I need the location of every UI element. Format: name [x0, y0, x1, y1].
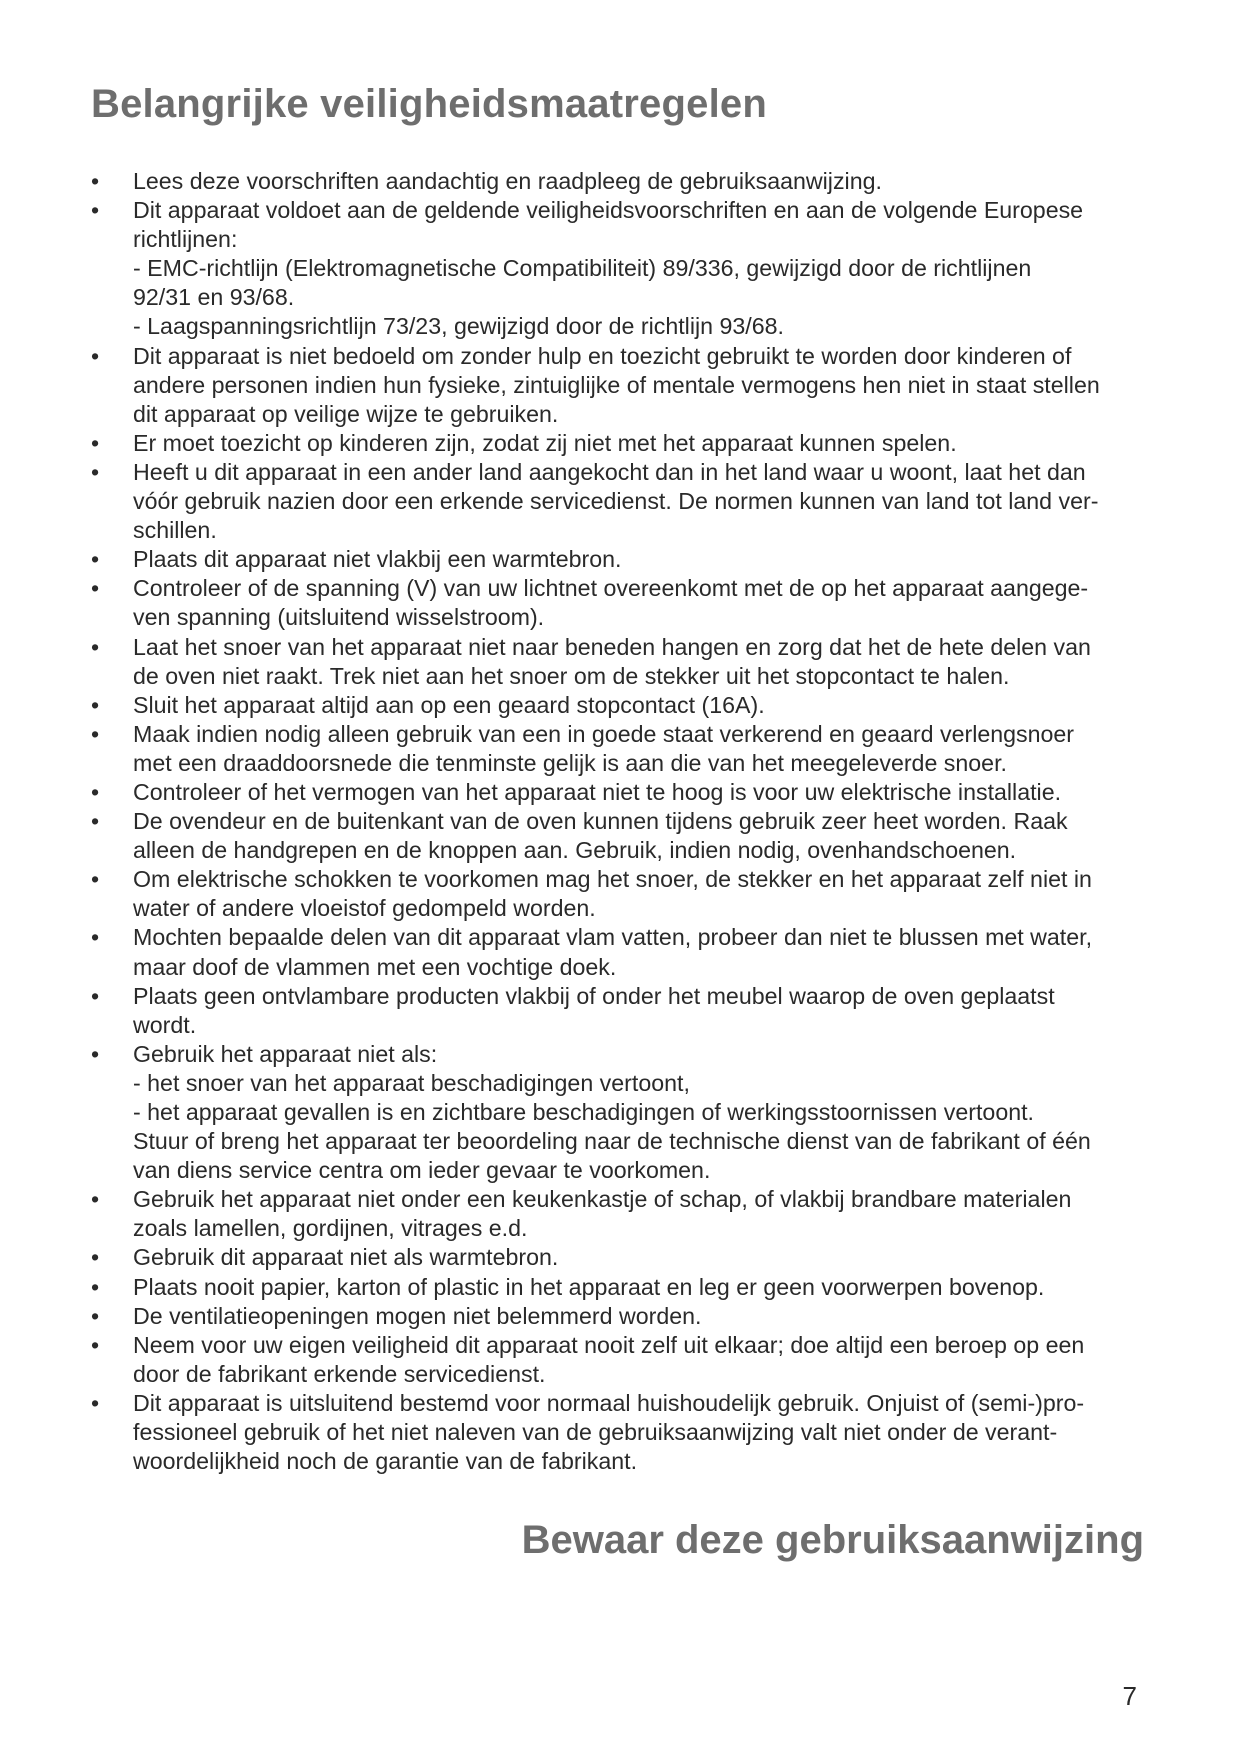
safety-item-line: door de fabrikant erkende servicedienst. [133, 1360, 546, 1387]
safety-item [91, 458, 1145, 545]
safety-item-line: • Lees deze voorschriften aandachtig en raadpleeg de gebruiksaanwijzing. [133, 168, 882, 194]
safety-item [91, 1273, 1145, 1302]
page-number: 7 [1122, 1681, 1137, 1711]
safety-item [91, 342, 1145, 429]
safety-item-line: maar doof de vlammen met een vochtige doek. [133, 953, 617, 980]
safety-item-line: zoals lamellen, gordijnen, vitrages e.d. [133, 1215, 528, 1242]
safety-item-line: andere personen indien hun fysieke, zintuiglijke of mentale vermogens hen niet in staat stellen [133, 371, 1100, 398]
safety-item-line: • Gebruik het apparaat niet als: [133, 1040, 438, 1067]
safety-item [91, 923, 1145, 981]
safety-item-line: woordelijkheid noch de garantie van de fabrikant. [133, 1448, 638, 1475]
safety-item-subline: van diens service centra om ieder gevaar te voorkomen. [133, 1157, 711, 1184]
safety-item [91, 1331, 1145, 1389]
safety-item-line: ven spanning (uitsluitend wisselstroom). [133, 604, 545, 631]
safety-item-line: dit apparaat op veilige wijze te gebruiken. [133, 400, 559, 427]
safety-instructions-list [91, 167, 1145, 1476]
safety-item-line: wordt. [133, 1011, 197, 1038]
safety-item [91, 1389, 1145, 1476]
safety-item [91, 196, 1145, 341]
safety-item [91, 865, 1145, 923]
safety-item-line: • Plaats dit apparaat niet vlakbij een warmtebron. [133, 546, 622, 573]
safety-item-line: vóór gebruik nazien door een erkende servicedienst. De normen kunnen van land tot land ver- [133, 488, 1099, 515]
safety-item-line: • Heeft u dit apparaat in een ander land aangekocht dan in het land waar u woont, laat het dan [133, 458, 1086, 485]
safety-item-line: de oven niet raakt. Trek niet aan het snoer om de stekker uit het stopcontact te halen. [133, 662, 1010, 689]
footer-title: Bewaar deze gebruiksaanwijzing [521, 1518, 1144, 1562]
safety-item [91, 167, 1145, 196]
safety-item-subline: 92/31 en 93/68. [133, 284, 295, 311]
safety-item-line: alleen de handgrepen en de knoppen aan. Gebruik, indien nodig, ovenhandschoenen. [133, 837, 1017, 864]
safety-item-line: • Neem voor uw eigen veiligheid dit apparaat nooit zelf uit elkaar; doe altijd een beroep op een [133, 1331, 1085, 1358]
safety-item-line: • Plaats geen ontvlambare producten vlakbij of onder het meubel waarop de oven geplaatst [133, 982, 1055, 1009]
safety-item [91, 574, 1145, 632]
safety-item [91, 633, 1145, 691]
safety-item-line: fessioneel gebruik of het niet naleven van de gebruiksaanwijzing valt niet onder de verant- [133, 1419, 1058, 1446]
safety-item-line: • Er moet toezicht op kinderen zijn, zodat zij niet met het apparaat kunnen spelen. [133, 429, 957, 456]
safety-item-subline: - Laagspanningsrichtlijn 73/23, gewijzigd door de richtlijn 93/68. [133, 313, 784, 340]
safety-item [91, 1302, 1145, 1331]
safety-item [91, 1040, 1145, 1185]
safety-item-line: • Maak indien nodig alleen gebruik van een in goede staat verkerend en geaard verlengsnoer [133, 720, 1075, 747]
safety-item [91, 778, 1145, 807]
safety-item-line: • De ovendeur en de buitenkant van de oven kunnen tijdens gebruik zeer heet worden. Raak [133, 808, 1068, 835]
safety-item-line: • Controleer of de spanning (V) van uw lichtnet overeenkomt met de op het apparaat aangege- [133, 575, 1089, 602]
safety-item-line: water of andere vloeistof gedompeld worden. [133, 895, 596, 922]
safety-item [91, 720, 1145, 778]
safety-item-line: • Sluit het apparaat altijd aan op een geaard stopcontact (16A). [133, 691, 765, 718]
safety-item [91, 691, 1145, 720]
safety-item-line: • Gebruik het apparaat niet onder een keukenkastje of schap, of vlakbij brandbare materialen [133, 1186, 1072, 1213]
safety-item-line: • Laat het snoer van het apparaat niet naar beneden hangen en zorg dat het de hete delen van [133, 633, 1091, 660]
page-title: Belangrijke veiligheidsmaatregelen [91, 82, 767, 126]
safety-item-line: richtlijnen: [133, 226, 238, 253]
safety-item-line: • Controleer of het vermogen van het apparaat niet te hoog is voor uw elektrische installatie. [133, 778, 1062, 805]
safety-item [91, 807, 1145, 865]
safety-item-line: • Om elektrische schokken te voorkomen mag het snoer, de stekker en het apparaat zelf niet in [133, 866, 1092, 893]
safety-item [91, 545, 1145, 574]
safety-item [91, 1185, 1145, 1243]
safety-item-subline: - het apparaat gevallen is en zichtbare beschadigingen of werkingsstoornissen vertoont. [133, 1099, 1034, 1125]
safety-item-subline: Stuur of breng het apparaat ter beoordeling naar de technische dienst van de fabrikant of één [133, 1128, 1091, 1155]
safety-item-line: • Mochten bepaalde delen van dit apparaat vlam vatten, probeer dan niet te blussen met water, [133, 924, 1093, 951]
safety-item [91, 429, 1145, 458]
safety-item-subline: - EMC-richtlijn (Elektromagnetische Compatibiliteit) 89/336, gewijzigd door de richtlijnen [133, 255, 1032, 282]
safety-item-subline: - het snoer van het apparaat beschadigingen vertoont, [133, 1069, 690, 1096]
safety-item-line: • Dit apparaat is uitsluitend bestemd voor normaal huishoudelijk gebruik. Onjuist of (semi-)pro- [133, 1389, 1085, 1416]
safety-item-line: • Dit apparaat voldoet aan de geldende veiligheidsvoorschriften en aan de volgende Europese [133, 197, 1084, 224]
safety-item-line: met een draaddoorsnede die tenminste gelijk is aan die van het meegeleverde snoer. [133, 749, 1007, 776]
safety-item-line: • Plaats nooit papier, karton of plastic in het apparaat en leg er geen voorwerpen bovenop. [133, 1273, 1045, 1300]
safety-item-line: • De ventilatieopeningen mogen niet belemmerd worden. [133, 1302, 702, 1329]
safety-item-line: schillen. [133, 517, 217, 544]
safety-item-line: • Gebruik dit apparaat niet als warmtebron. [133, 1244, 559, 1271]
safety-item [91, 1243, 1145, 1272]
safety-item-line: • Dit apparaat is niet bedoeld om zonder hulp en toezicht gebruikt te worden door kinderen of [133, 342, 1072, 369]
safety-item [91, 982, 1145, 1040]
